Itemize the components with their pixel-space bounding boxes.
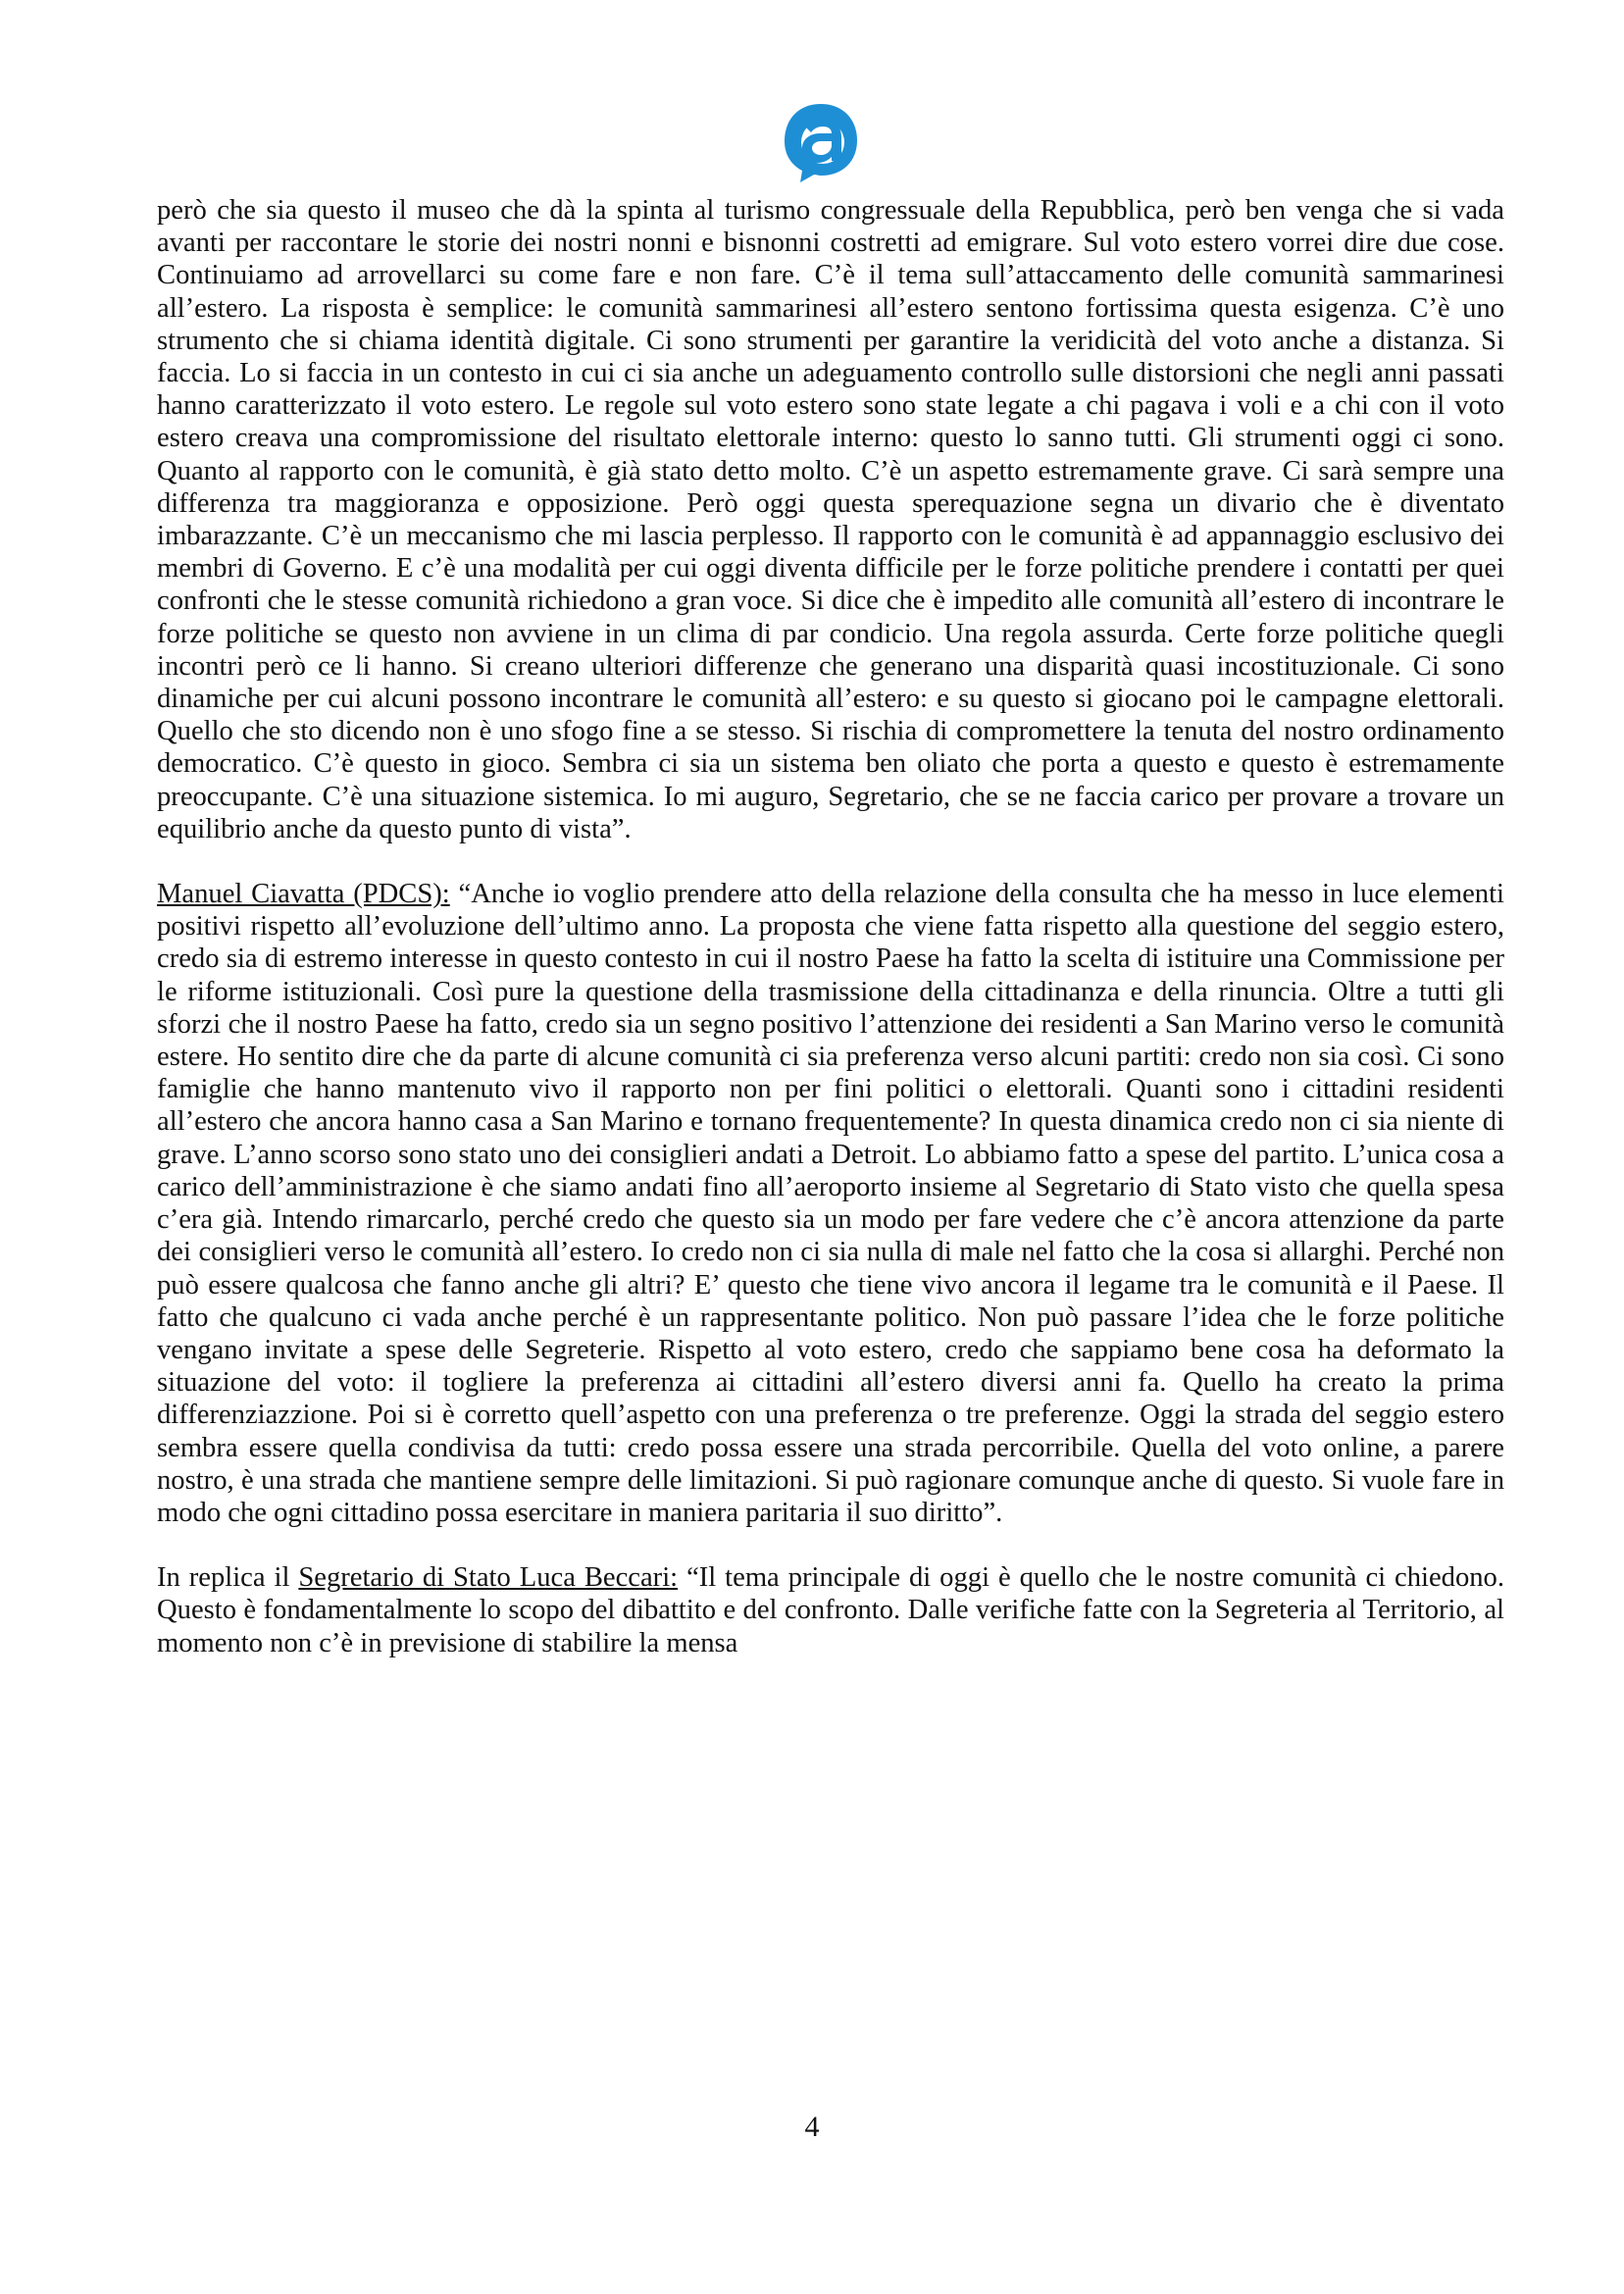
speech-bubble-a-logo-icon (777, 98, 865, 186)
paragraph-text: però che sia questo il museo che dà la spinta al turismo congressuale della Repubblica, però ben venga che si vada avanti per raccontare le storie dei nostri nonni e bisnonni costretti ad emigrare. Sul voto estero vorrei dire due cose. Continuiamo ad arrovellarci su come fare e non fare. C’è il tema sull’attaccamento delle comunità sammarinesi all’estero. La risposta è semplice: le comunità sammarinesi all’estero sentono fortissima questa esigenza. C’è uno strumento che si chiama identità digitale. Ci sono strumenti per garantire la veridicità del voto anche a distanza. Si faccia. Lo si faccia in un contesto in cui ci sia anche un adeguamento controllo sulle distorsioni che negli anni passati hanno caratterizzato il voto estero. Le regole sul voto estero sono state legate a chi pagava i voli e a chi con il voto estero creava una compromissione del risultato elettorale interno: questo lo sanno tutti. Gli strumenti oggi ci sono. Quanto al rapporto con le comunità, è già stato detto molto. C’è un aspetto estremamente grave. Ci sarà sempre una differenza tra maggioranza e opposizione. Però oggi questa sperequazione segna un divario che è diventato imbarazzante. C’è un meccanismo che mi lascia perplesso. Il rapporto con le comunità è ad appannaggio esclusivo dei membri di Governo. E c’è una modalità per cui oggi diventa difficile per le forze politiche prendere i contatti per quei confronti che le stesse comunità richiedono a gran voce. Si dice che è impedito alle comunità all’estero di incontrare le forze politiche se questo non avviene in un clima di par condicio. Una regola assurda. Certe forze politiche quegli incontri però ce li hanno. Si creano ulteriori differenze che generano una disparità quasi incostituzionale. Ci sono dinamiche per cui alcuni possono incontrare le comunità all’estero: e su questo si giocano poi le campagne elettorali. Quello che sto dicendo non è uno sfogo fine a se stesso. Si rischia di compromettere la tenuta del nostro ordinamento democratico. C’è questo in gioco. Sembra ci sia un sistema ben oliato che porta a questo e questo è estremamente preoccupante. C’è una situazione sistemica. Io mi auguro, Segretario, che se ne faccia carico per provare a trovare un equilibrio anche da questo punto di vista”. (157, 195, 1504, 844)
speaker-name: Segretario di Stato Luca Beccari: (298, 1562, 679, 1594)
document-body (157, 194, 1504, 1692)
paragraph-lead: In replica il (157, 1562, 299, 1594)
paragraph-continuation (157, 194, 1504, 845)
speaker-name: Manuel Ciavatta (PDCS): (157, 879, 450, 910)
paragraph-text: “Il tema principale di oggi è quello che le nostre comunità ci chiedono. Questo è fondamentalmente lo scopo del dibattito e del confronto. Dalle verifiche fatte con la Segreteria al Territorio, al momento non c’è in previsione di stabilire la mensa (157, 1562, 1505, 1658)
paragraph-ciavatta (157, 878, 1504, 1529)
page-number: 4 (804, 2111, 820, 2143)
paragraph-text: “Anche io voglio prendere atto della relazione della consulta che ha messo in luce elementi positivi rispetto all’evoluzione dell’ultimo anno. La proposta che viene fatta rispetto alla questione del seggio estero, credo sia di estremo interesse in questo contesto in cui il nostro Paese ha fatto la scelta di istituire una Commissione per le riforme istituzionali. Così pure la questione della trasmissione della cittadinanza e della rinuncia. Oltre a tutti gli sforzi che il nostro Paese ha fatto, credo sia un segno positivo l’attenzione dei residenti a San Marino verso le comunità estere. Ho sentito dire che da parte di alcune comunità ci sia preferenza verso alcuni partiti: credo non sia così. Ci sono famiglie che hanno mantenuto vivo il rapporto non per fini politici o elettorali. Quanti sono i cittadini residenti all’estero che ancora hanno casa a San Marino e tornano frequentemente? In questa dinamica credo non ci sia niente di grave. L’anno scorso sono stato uno dei consiglieri andati a Detroit. Lo abbiamo fatto a spese del partito. L’unica cosa a carico dell’amministrazione è che siamo andati fino all’aeroporto insieme al Segretario di Stato visto che quella spesa c’era già. Intendo rimarcarlo, perché credo che questo sia un modo per fare vedere che c’è ancora attenzione da parte dei consiglieri verso le comunità all’estero. Io credo non ci sia nulla di male nel fatto che la cosa si allarghi. Perché non può essere qualcosa che fanno anche gli altri? E’ questo che tiene vivo ancora il legame tra le comunità e il Paese. Il fatto che qualcuno ci vada anche perché è un rappresentante politico. Non può passare l’idea che le forze politiche vengano invitate a spese delle Segreterie. Rispetto al voto estero, credo che sappiamo bene cosa ha deformato la situazione del voto: il togliere la preferenza ai cittadini all’estero diversi anni fa. Quello ha creato la prima differenziazzione. Poi si è corretto quell’aspetto con una preferenza o tre preferenze. Oggi la strada del seggio estero sembra essere quella condivisa da tutti: credo possa essere una strada percorribile. Quella del voto online, a parere nostro, è una strada che mantiene sempre delle limitazioni. Si può ragionare comunque anche di questo. Si vuole fare in modo che ogni cittadino possa esercitare in maniera paritaria il suo diritto”. (157, 879, 1504, 1528)
paragraph-beccari (157, 1561, 1504, 1659)
